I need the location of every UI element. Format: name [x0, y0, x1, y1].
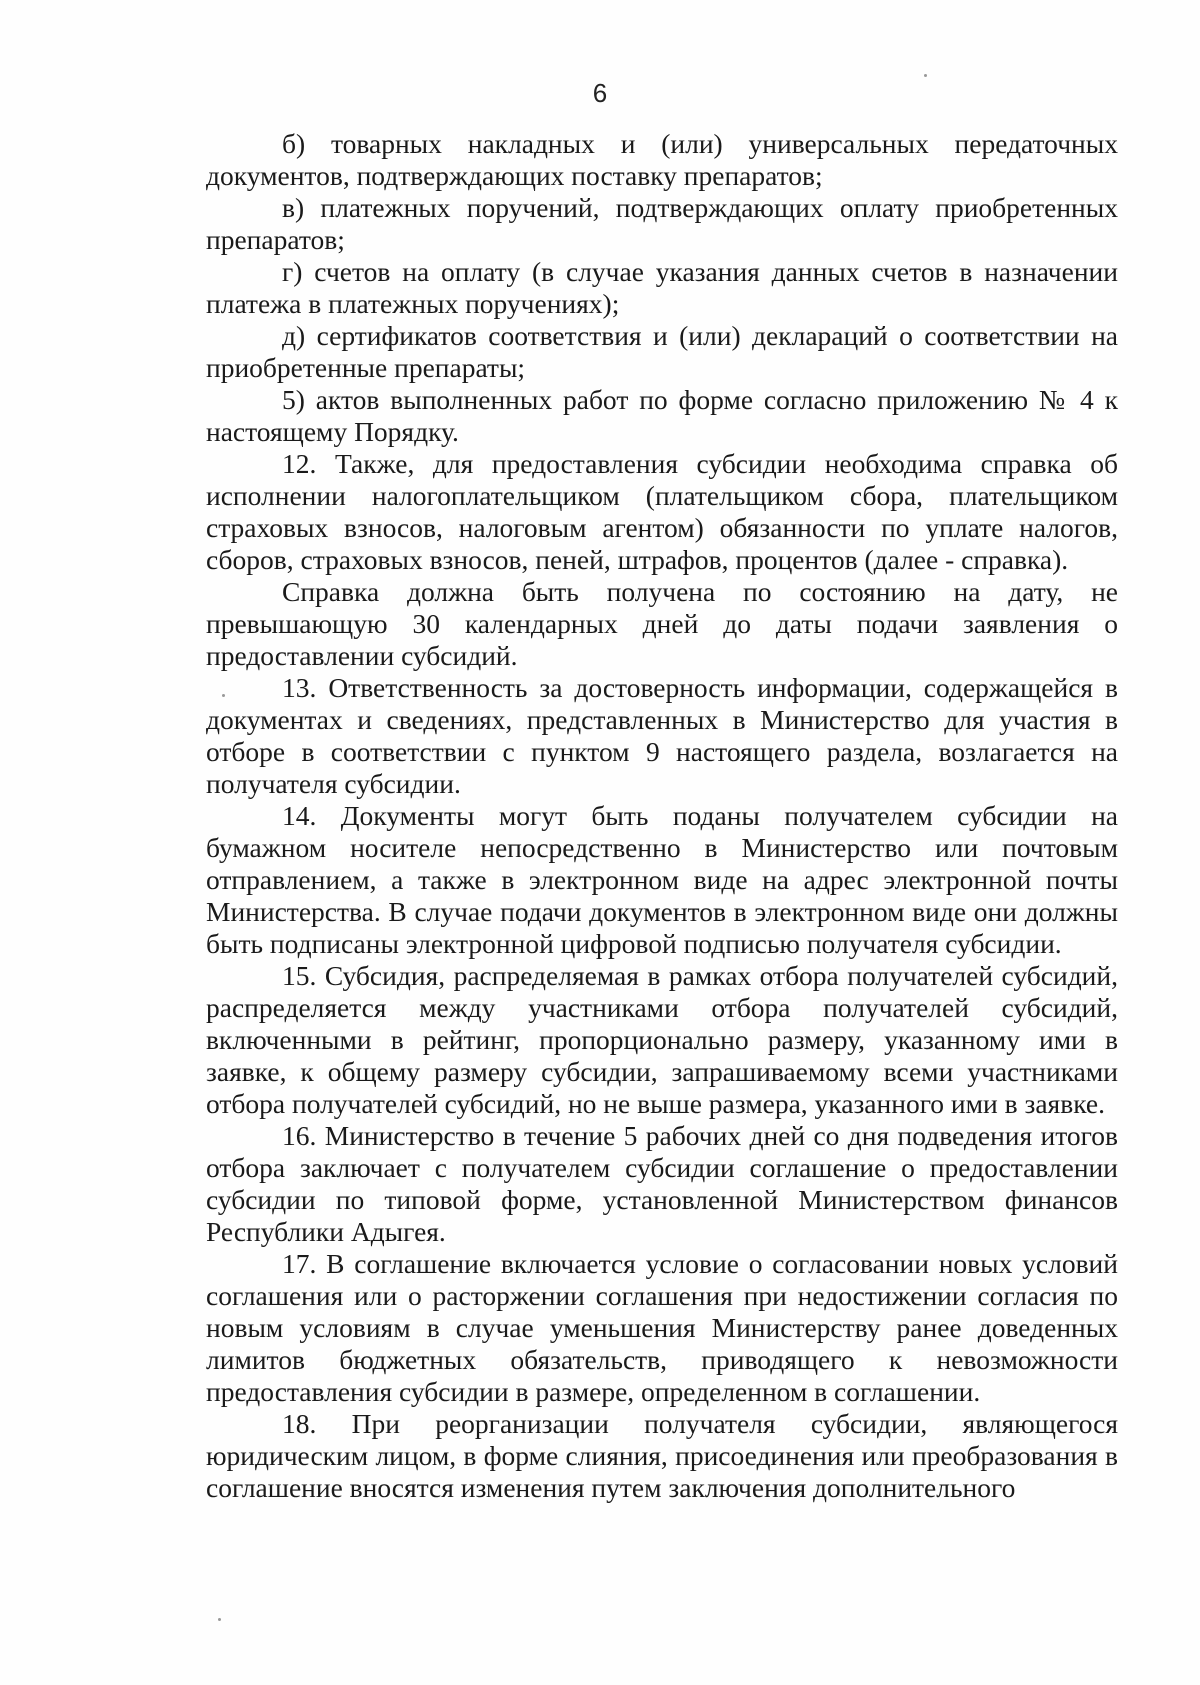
- scan-speck: [218, 1618, 221, 1621]
- paragraph-17-conditions: 17. В соглашение включается условие о согласовании новых условий соглашения или о расторжении соглашения при недостижении согласия по новым условиям в случае уменьшения Министерству ранее доведенных лимитов бюджетных обязательств, приводящего к невозможности предоставления субсидии в размере, определенном в соглашении.: [206, 1248, 1118, 1407]
- scan-speck: [222, 694, 225, 697]
- paragraph-d-certificates: д) сертификатов соответствия и (или) деклараций о соответствии на приобретенные препараты;: [206, 320, 1118, 383]
- paragraph-15-distribution: 15. Субсидия, распределяемая в рамках отбора получателей субсидий, распределяется между участниками отбора получателей субсидий, включенными в рейтинг, пропорционально размеру, указанному ими в заявке, к общему размеру субсидии, запрашиваемому всеми участниками отбора получателей субсидий, но не выше размера, указанного ими в заявке.: [206, 960, 1118, 1119]
- paragraph-5-acts: 5) актов выполненных работ по форме согласно приложению № 4 к настоящему Порядку.: [206, 384, 1118, 447]
- paragraph-g-invoices-for-payment: г) счетов на оплату (в случае указания данных счетов в назначении платежа в платежных поручениях);: [206, 256, 1118, 319]
- paragraph-16-agreement: 16. Министерство в течение 5 рабочих дней со дня подведения итогов отбора заключает с получателем субсидии соглашение о предоставлении субсидии по типовой форме, установленной Министерством финансов Республики Адыгея.: [206, 1120, 1118, 1247]
- document-body: [206, 128, 1118, 1504]
- paragraph-certificate-date: Справка должна быть получена по состоянию на дату, не превышающую 30 календарных дней до даты подачи заявления о предоставлении субсидий.: [206, 576, 1118, 671]
- scan-speck: [924, 74, 927, 77]
- paragraph-b-invoices: б) товарных накладных и (или) универсальных передаточных документов, подтверждающих поставку препаратов;: [206, 128, 1118, 191]
- paragraph-13-responsibility: 13. Ответственность за достоверность информации, содержащейся в документах и сведениях, представленных в Министерство для участия в отборе в соответствии с пунктом 9 настоящего раздела, возлагается на получателя субсидии.: [206, 672, 1118, 799]
- paragraph-12-tax-certificate: 12. Также, для предоставления субсидии необходима справка об исполнении налогоплательщиком (плательщиком сбора, плательщиком страховых взносов, налоговым агентом) обязанности по уплате налогов, сборов, страховых взносов, пеней, штрафов, процентов (далее - справка).: [206, 448, 1118, 575]
- paragraph-14-submission: 14. Документы могут быть поданы получателем субсидии на бумажном носителе непосредственно в Министерство или почтовым отправлением, а также в электронном виде на адрес электронной почты Министерства. В случае подачи документов в электронном виде они должны быть подписаны электронной цифровой подписью получателя субсидии.: [206, 800, 1118, 959]
- paragraph-18-reorganization: 18. При реорганизации получателя субсидии, являющегося юридическим лицом, в форме слияния, присоединения или преобразования в соглашение вносятся изменения путем заключения дополнительного: [206, 1408, 1118, 1503]
- page-number: 6: [592, 78, 608, 108]
- paragraph-v-payment-orders: в) платежных поручений, подтверждающих оплату приобретенных препаратов;: [206, 192, 1118, 255]
